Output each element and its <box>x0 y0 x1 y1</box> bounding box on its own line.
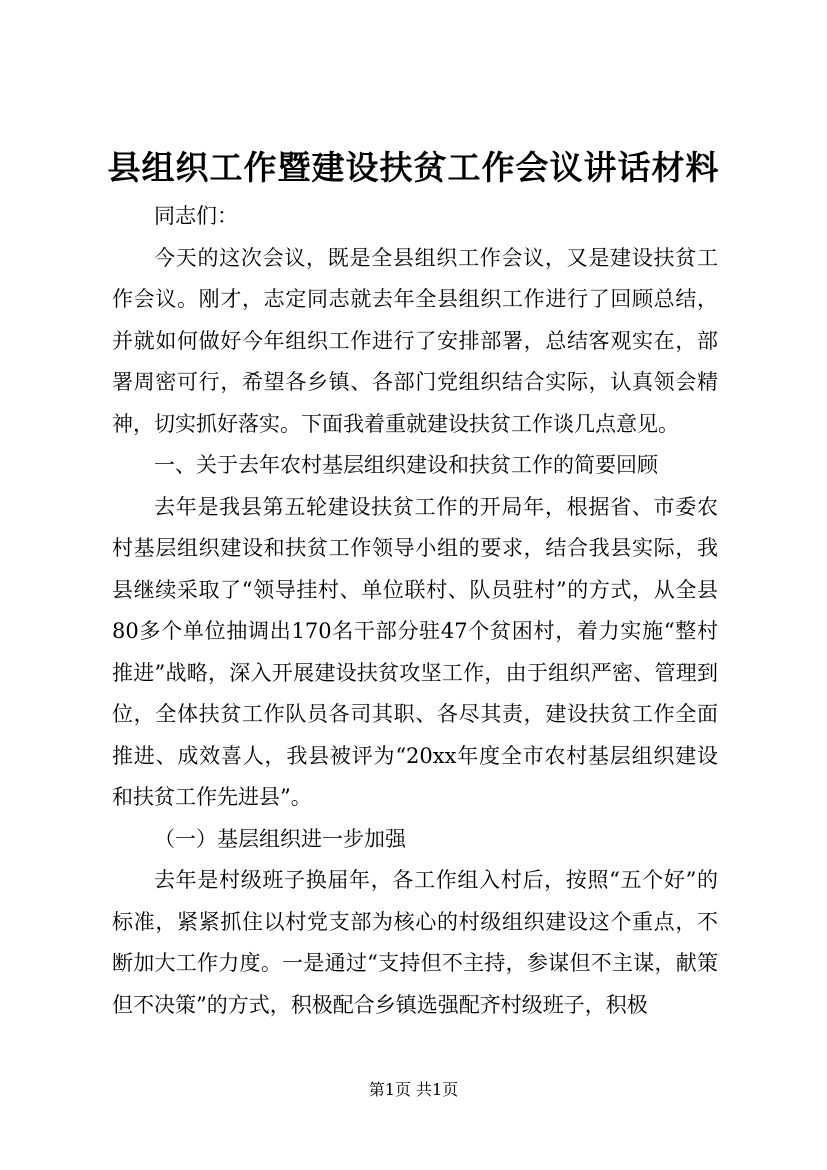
intro-paragraph: 今天的这次会议，既是全县组织工作会议，又是建设扶贫工作会议。刚才，志定同志就去年全县组织工作进行了回顾总结，并就如何做好今年组织工作进行了安排部署，总结客观实在，部署周密可行，希望各乡镇、各部门党组织结合实际，认真领会精神，切实抓好落实。下面我着重就建设扶贫工作谈几点意见。 <box>112 245 718 436</box>
section-heading-1: 一、关于去年农村基层组织建设和扶贫工作的简要回顾 <box>154 453 658 477</box>
page-footer: 第1页 共1页 <box>368 1080 459 1099</box>
document-body <box>112 196 718 1026</box>
section-1-paragraph: 去年是我县第五轮建设扶贫工作的开局年，根据省、市委农村基层组织建设和扶贫工作领导小组的要求，结合我县实际，我县继续采取了“领导挂村、单位联村、队员驻村”的方式，从全县80多个单位抽调出170名干部分驻47个贫困村，着力实施“整村推进”战略，深入开展建设扶贫攻坚工作，由于组织严密、管理到位，全体扶贫工作队员各司其职、各尽其责，建设扶贫工作全面推进、成效喜人，我县被评为“20xx年度全市农村基层组织建设和扶贫工作先进县”。 <box>112 494 718 809</box>
subsection-heading-1: （一）基层组织进一步加强 <box>154 826 406 851</box>
document-title: 县组织工作暨建设扶贫工作会议讲话材料 <box>107 148 720 187</box>
subsection-1-paragraph: 去年是村级班子换届年，各工作组入村后，按照“五个好”的标准，紧紧抓住以村党支部为核心的村级组织建设这个重点，不断加大工作力度。一是通过“支持但不主持，参谋但不主谋，献策但不决策”的方式，积极配合乡镇选强配齐村级班子，积极 <box>112 868 718 1017</box>
salutation: 同志们： <box>154 204 238 228</box>
